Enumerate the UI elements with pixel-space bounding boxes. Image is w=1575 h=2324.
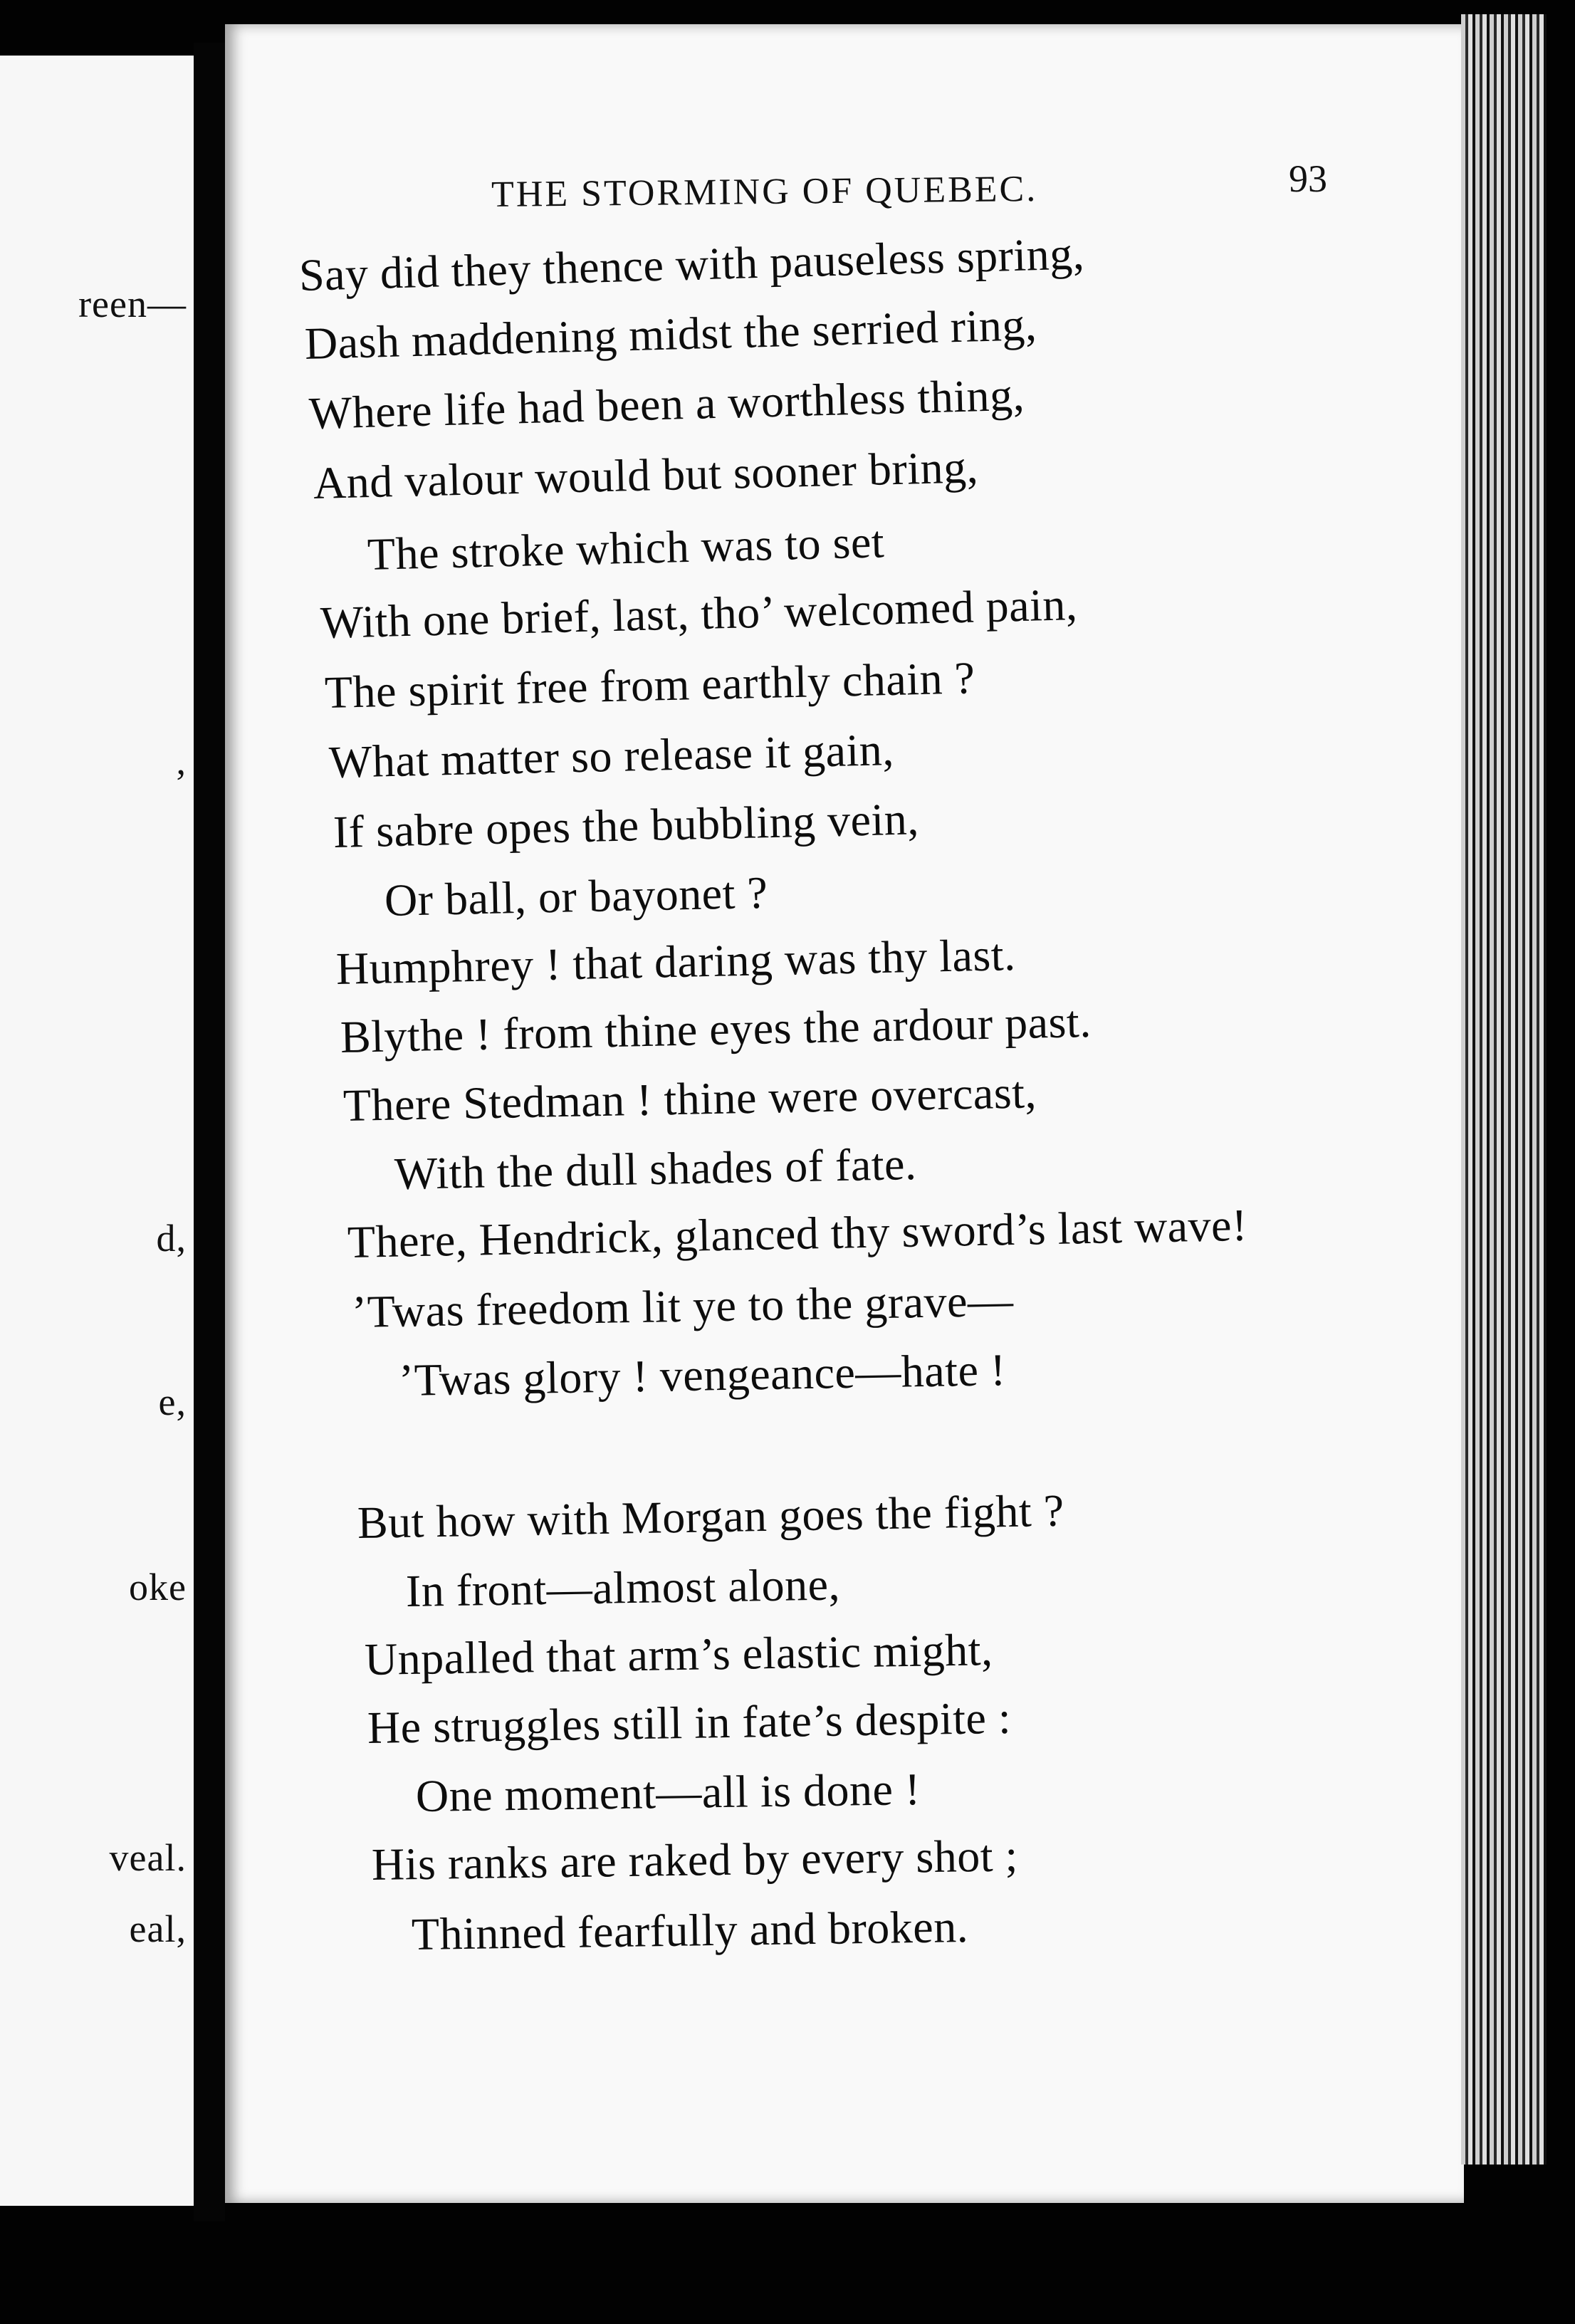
poem-line: Blythe ! from thine eyes the ardour past. bbox=[340, 995, 1092, 1062]
poem-line: The spirit free from earthly chain ? bbox=[324, 652, 976, 718]
left-page-fragment: veal. bbox=[109, 1836, 187, 1879]
poem-line: There, Hendrick, glanced thy sword’s last wave! bbox=[347, 1199, 1248, 1267]
poem-line: In front—almost alone, bbox=[405, 1559, 841, 1616]
left-page-fragment: eal, bbox=[129, 1907, 187, 1950]
poem-line: One moment—all is done ! bbox=[415, 1764, 921, 1821]
poem-line: Thinned fearfully and broken. bbox=[411, 1901, 969, 1959]
poem-line: And valour would but sooner bring, bbox=[313, 441, 979, 508]
poem-line: Dash maddening midst the serried ring, bbox=[304, 299, 1038, 369]
running-title: THE STORMING OF QUEBEC. bbox=[491, 168, 1038, 216]
poem-line: ’Twas freedom lit ye to the grave— bbox=[351, 1274, 1015, 1337]
poem-line: He struggles still in fate’s despite : bbox=[367, 1692, 1012, 1753]
left-page-fragment: reen— bbox=[78, 283, 187, 325]
poem-line: What matter so release it gain, bbox=[328, 723, 895, 787]
poem-line: Humphrey ! that daring was thy last. bbox=[335, 929, 1017, 994]
poem-line: ’Twas glory ! vengeance—hate ! bbox=[398, 1344, 1007, 1406]
left-page-fragment: oke bbox=[129, 1566, 187, 1608]
poem-line: Or ball, or bayonet ? bbox=[384, 867, 768, 926]
page-number: 93 bbox=[1289, 157, 1327, 200]
poem-body bbox=[298, 228, 1438, 2100]
poem-line: With one brief, last, tho’ welcomed pain, bbox=[320, 579, 1079, 648]
left-page-fragment: d, bbox=[156, 1217, 187, 1260]
poem-line: Unpalled that arm’s elastic might, bbox=[364, 1624, 994, 1685]
poem-line: His ranks are raked by every shot ; bbox=[371, 1830, 1019, 1890]
poem-line: But how with Morgan goes the fight ? bbox=[357, 1485, 1065, 1548]
poem-line: If sabre opes the bubbling vein, bbox=[333, 793, 920, 857]
poem-line: With the dull shades of fate. bbox=[394, 1138, 918, 1199]
poem-line: The stroke which was to set bbox=[367, 516, 885, 580]
left-page-fragment: , bbox=[176, 740, 187, 782]
book-gutter bbox=[194, 43, 225, 2221]
poem-line: Where life had been a worthless thing, bbox=[308, 369, 1025, 439]
previous-page-strip bbox=[0, 56, 198, 2206]
left-page-fragment: e, bbox=[158, 1381, 187, 1423]
running-head bbox=[263, 142, 1331, 216]
poem-line: Say did they thence with pauseless spring, bbox=[298, 228, 1086, 300]
poem-line: There Stedman ! thine were overcast, bbox=[342, 1067, 1037, 1131]
page-edges bbox=[1461, 14, 1547, 2165]
